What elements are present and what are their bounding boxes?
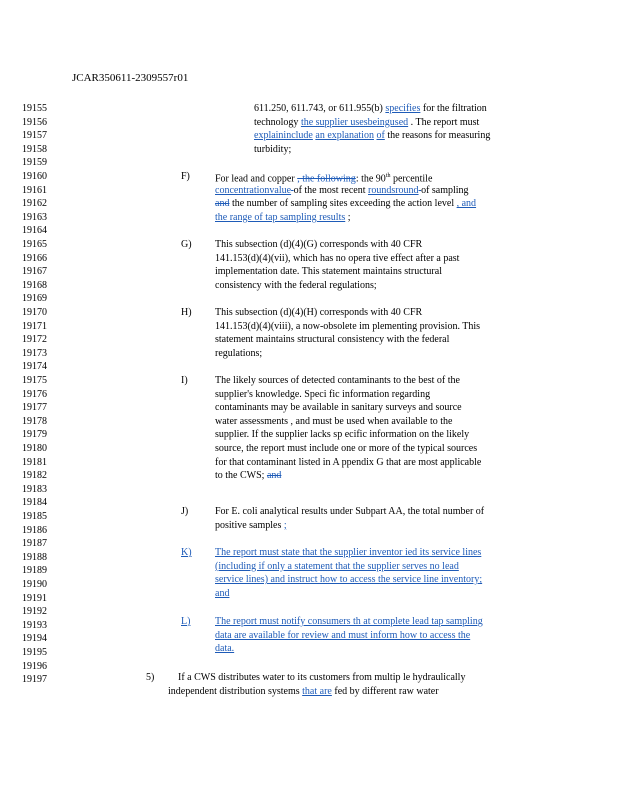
line-number: 19182 bbox=[22, 470, 47, 482]
item-i-line-2: supplier's knowledge. Speci fic information regarding bbox=[215, 388, 431, 400]
line-number: 19155 bbox=[22, 103, 47, 114]
line-number: 19189 bbox=[22, 565, 47, 577]
line-number: 19180 bbox=[22, 443, 47, 454]
item-i-line-4: water assessments , and must be used when available to the bbox=[215, 415, 453, 427]
line-number: 19187 bbox=[22, 538, 47, 550]
inserted-text: , and bbox=[456, 198, 477, 210]
line-number: 19166 bbox=[22, 252, 47, 264]
line-number: 19188 bbox=[22, 551, 47, 563]
item-f-line-3: and the number of sampling sites exceeding the action level , and bbox=[215, 198, 477, 210]
item-l-line-1: The report must notify consumers th at complete lead tap sampling bbox=[215, 616, 483, 627]
line-number: 19161 bbox=[22, 184, 47, 196]
cont-line-1: 611.250, 611.743, or 611.955(b) specifies for the filtration bbox=[254, 103, 487, 114]
line-number: 19186 bbox=[22, 524, 47, 536]
inserted-text: roundsround bbox=[368, 184, 419, 196]
line-number: 19171 bbox=[22, 320, 47, 332]
line-number: 19197 bbox=[22, 674, 47, 686]
item-label-g: G) bbox=[181, 239, 192, 250]
item-i-line-3: contaminants may be available in sanitary surveys and source bbox=[215, 402, 462, 414]
item-f-line-1: For lead and copper , the following: the 90th percentile bbox=[215, 173, 433, 185]
line-number: 19172 bbox=[22, 334, 47, 346]
line-number: 19192 bbox=[22, 606, 47, 618]
line-number: 19162 bbox=[22, 198, 47, 210]
line-number: 19196 bbox=[22, 660, 47, 672]
line-number: 19168 bbox=[22, 279, 47, 291]
inserted-text: concentrationvalue bbox=[215, 184, 292, 196]
item-i-line-5: supplier. If the supplier lacks sp ecific information on the likely bbox=[215, 429, 470, 441]
line-number: 19178 bbox=[22, 415, 47, 427]
item-5-line-1: If a CWS distributes water to its customers from multip le hydraulically bbox=[178, 672, 466, 683]
line-number: 19156 bbox=[22, 116, 47, 128]
line-number: 19165 bbox=[22, 239, 47, 250]
item-h-line-3: statement maintains structural consistency with the federal bbox=[215, 334, 450, 346]
line-number: 19157 bbox=[22, 130, 47, 142]
inserted-text: of bbox=[376, 130, 385, 142]
inserted-text: ; bbox=[283, 519, 287, 531]
line-number: 19167 bbox=[22, 266, 47, 278]
line-number: 19190 bbox=[22, 579, 47, 590]
item-g-line-2: 141.153(d)(4)(vii), which has no opera tive effect after a past bbox=[215, 252, 460, 264]
item-label-l: L) bbox=[181, 616, 191, 627]
line-number: 19163 bbox=[22, 211, 47, 223]
item-g-line-1: This subsection (d)(4)(G) corresponds with 40 CFR bbox=[215, 239, 423, 250]
item-5-line-2: independent distribution systems that are fed by different raw water bbox=[168, 685, 439, 697]
cont-line-4: turbidity; bbox=[254, 143, 292, 155]
line-number: 19164 bbox=[22, 225, 47, 237]
inserted-text: an explanation bbox=[315, 130, 374, 142]
item-i-line-7: for that contaminant listed in A ppendix G that are most applicable bbox=[215, 456, 482, 468]
line-number: 19170 bbox=[22, 307, 47, 318]
item-i-line-6: source, the report must include one or more of the typical sources bbox=[215, 443, 478, 454]
line-number: 19193 bbox=[22, 619, 47, 631]
item-f-line-2: concentrationvalue of the most recent roundsround of sampling bbox=[215, 184, 469, 196]
line-number: 19158 bbox=[22, 143, 47, 155]
line-number: 19179 bbox=[22, 429, 47, 441]
item-f-line-4: the range of tap sampling results ; bbox=[215, 211, 351, 223]
cont-line-3: explaininclude an explanation of the reasons for measuring bbox=[254, 130, 491, 142]
item-l-line-2: data are available for review and must inform how to access the bbox=[215, 629, 471, 641]
item-h-line-1: This subsection (d)(4)(H) corresponds with 40 CFR bbox=[215, 307, 423, 318]
line-number: 19160 bbox=[22, 171, 47, 182]
inserted-text: specifies bbox=[385, 103, 421, 114]
line-number: 19185 bbox=[22, 511, 47, 522]
line-number: 19191 bbox=[22, 592, 47, 604]
item-k-line-2: (including if only a statement that the supplier serves no lead bbox=[215, 560, 459, 572]
line-number: 19176 bbox=[22, 388, 47, 400]
item-j-line-1: For E. coli analytical results under Subpart AA, the total number of bbox=[215, 506, 485, 517]
item-k-line-4: and bbox=[215, 587, 230, 599]
item-l-line-3: data. bbox=[215, 643, 235, 655]
item-h-line-4: regulations; bbox=[215, 347, 263, 359]
line-number: 19183 bbox=[22, 483, 47, 495]
item-k-line-1: The report must state that the supplier inventor ied its service lines bbox=[215, 547, 482, 558]
line-number: 19181 bbox=[22, 456, 47, 468]
line-number: 19177 bbox=[22, 402, 47, 414]
item-label-k: K) bbox=[181, 547, 192, 558]
deleted-text: and bbox=[266, 470, 282, 482]
line-number: 19175 bbox=[22, 375, 47, 386]
inserted-text: the supplier usesbeingused bbox=[300, 116, 409, 128]
item-i-line-8: to the CWS; and bbox=[215, 470, 282, 482]
line-number: 19169 bbox=[22, 293, 47, 305]
inserted-text: that are bbox=[302, 685, 332, 697]
cont-line-2: technology the supplier usesbeingused . The report must bbox=[254, 116, 480, 128]
item-k-line-3: service lines) and instruct how to access the service line inventory; bbox=[215, 574, 483, 586]
item-j-line-2: positive samples ; bbox=[215, 519, 287, 531]
line-number: 19195 bbox=[22, 647, 47, 658]
line-number: 19159 bbox=[22, 157, 47, 169]
item-i-line-1: The likely sources of detected contaminants to the best of the bbox=[215, 375, 460, 386]
item-label-j: J) bbox=[181, 506, 189, 517]
item-label-f: F) bbox=[181, 171, 190, 182]
deleted-text: and bbox=[215, 198, 230, 210]
line-number: 19194 bbox=[22, 633, 47, 645]
inserted-text: explaininclude bbox=[254, 130, 313, 142]
line-number: 19174 bbox=[22, 361, 47, 373]
item-g-line-3: implementation date. This statement maintains structural bbox=[215, 266, 442, 278]
item-g-line-4: consistency with the federal regulations; bbox=[215, 279, 377, 291]
item-h-line-2: 141.153(d)(4)(viii), a now-obsolete im plementing provision. This bbox=[215, 320, 481, 332]
item-label-i: I) bbox=[181, 375, 188, 386]
inserted-text: the range of tap sampling results bbox=[215, 211, 346, 223]
item-label-5: 5) bbox=[146, 672, 155, 683]
item-label-h: H) bbox=[181, 307, 192, 318]
line-number: 19173 bbox=[22, 347, 47, 359]
line-number: 19184 bbox=[22, 497, 47, 509]
document-id: JCAR350611-2309557r01 bbox=[72, 72, 189, 84]
deleted-text: , the following bbox=[297, 173, 356, 185]
